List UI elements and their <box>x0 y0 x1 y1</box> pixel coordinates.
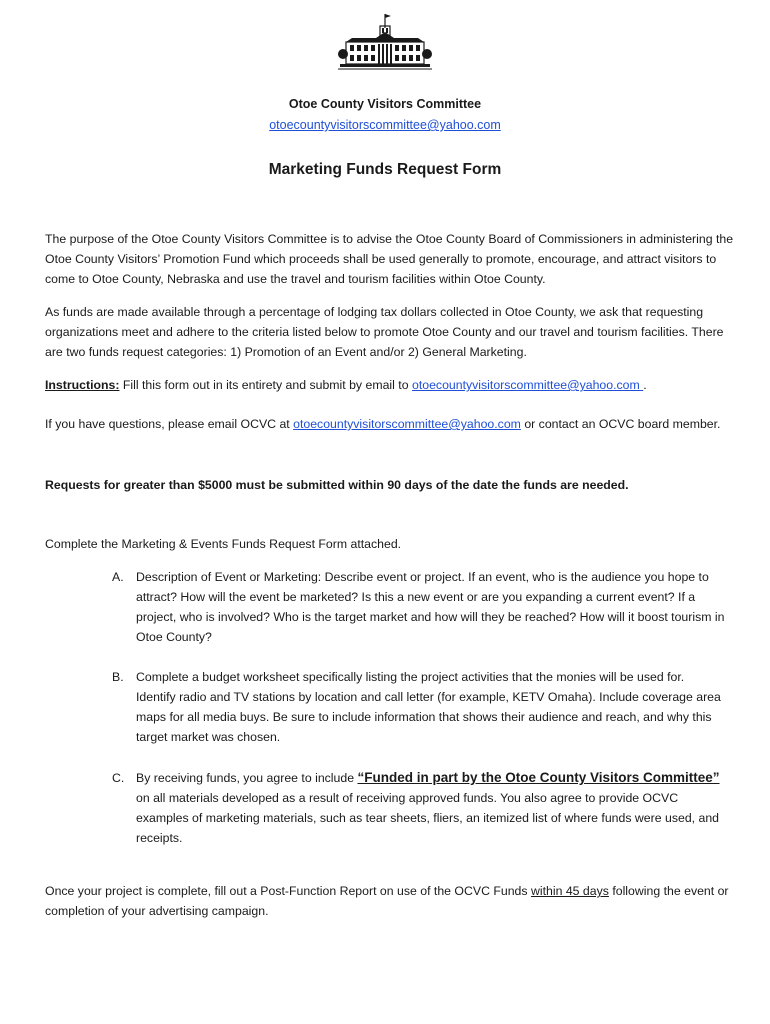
instructions-end: . <box>643 378 647 392</box>
funds-paragraph: As funds are made available through a percentage of lodging tax dollars collected in Otoe County, we ask that requesting organizations meet and adhere to the criteria listed below to promote Otoe County and our travel and tourism facilities. There are two funds request categories: 1) Promotion of an Event and/or 2) General Marketing. <box>45 305 724 359</box>
list-item <box>112 667 727 747</box>
instructions-email-link[interactable]: otoecountyvisitorscommittee@yahoo.com <box>411 378 644 392</box>
requirements-list <box>112 667 727 747</box>
instructions-label: Instructions: <box>45 378 120 392</box>
questions-email-link[interactable]: otoecountyvisitorscommittee@yahoo.com <box>293 417 521 431</box>
list-marker: A. <box>112 570 124 584</box>
form-title: Marketing Funds Request Form <box>268 161 502 178</box>
closing-deadline: within 45 days <box>530 884 609 898</box>
instructions-paragraph <box>45 375 735 395</box>
list-item-text: Complete a budget worksheet specifically listing the project activities that the monies will be used for. Identify radio and TV stations by location and call letter (for example, KETV Omaha). Include coverage area maps for all media buys. Be sure to include information that shows their audience and reach, and why this target market was chosen. <box>136 670 721 744</box>
questions-text: If you have questions, please email OCVC at <box>45 417 294 431</box>
funded-credit-line: “Funded in part by the Otoe County Visitors Committee” <box>357 770 720 785</box>
list-item-text: on all materials developed as a result of receiving approved funds. You also agree to provide OCVC examples of marketing materials, such as tear sheets, fliers, an itemized list of where funds were used, and receipts. <box>136 791 720 845</box>
courthouse-icon <box>338 12 432 72</box>
requirements-list <box>112 768 727 848</box>
org-email-link[interactable] <box>0 118 770 132</box>
closing-text: Once your project is complete, fill out a Post-Function Report on use of the OCVC Funds <box>45 884 531 898</box>
org-email[interactable]: otoecountyvisitorscommittee@yahoo.com <box>269 118 501 132</box>
instructions-text: Fill this form out in its entirety and submit by email to <box>119 378 412 392</box>
complete-intro: Complete the Marketing & Events Funds Request Form attached. <box>45 537 402 551</box>
closing-paragraph <box>45 881 735 921</box>
closing-text-end: following the event or completion of your advertising campaign. <box>45 884 729 918</box>
list-marker: C. <box>112 771 125 785</box>
list-item-text: By receiving funds, you agree to include <box>136 771 358 785</box>
questions-end: or contact an OCVC board member. <box>520 417 721 431</box>
questions-paragraph <box>45 414 735 434</box>
list-marker: B. <box>112 670 124 684</box>
org-name: Otoe County Visitors Committee <box>288 97 482 111</box>
requests-note: Requests for greater than $5000 must be submitted within 90 days of the date the funds are needed. <box>45 478 629 492</box>
requirements-list <box>112 567 727 647</box>
list-item <box>112 768 727 848</box>
list-item-text: Description of Event or Marketing: Describe event or project. If an event, who is the audience you hope to attract? How will the event be marketed? Is this a new event or are you expanding a current event? If a project, who is involved? Who is the target market and how will they be reached? How will it boost tourism in Otoe County? <box>136 570 725 644</box>
list-item <box>112 567 727 647</box>
purpose-paragraph: The purpose of the Otoe County Visitors Committee is to advise the Otoe County Board of Commissioners in administering the Otoe County Visitors’ Promotion Fund which proceeds shall be used generally to promote, encourage, and attract visitors to come to Otoe County, Nebraska and use the travel and tourism facilities within Otoe County. <box>45 232 734 286</box>
